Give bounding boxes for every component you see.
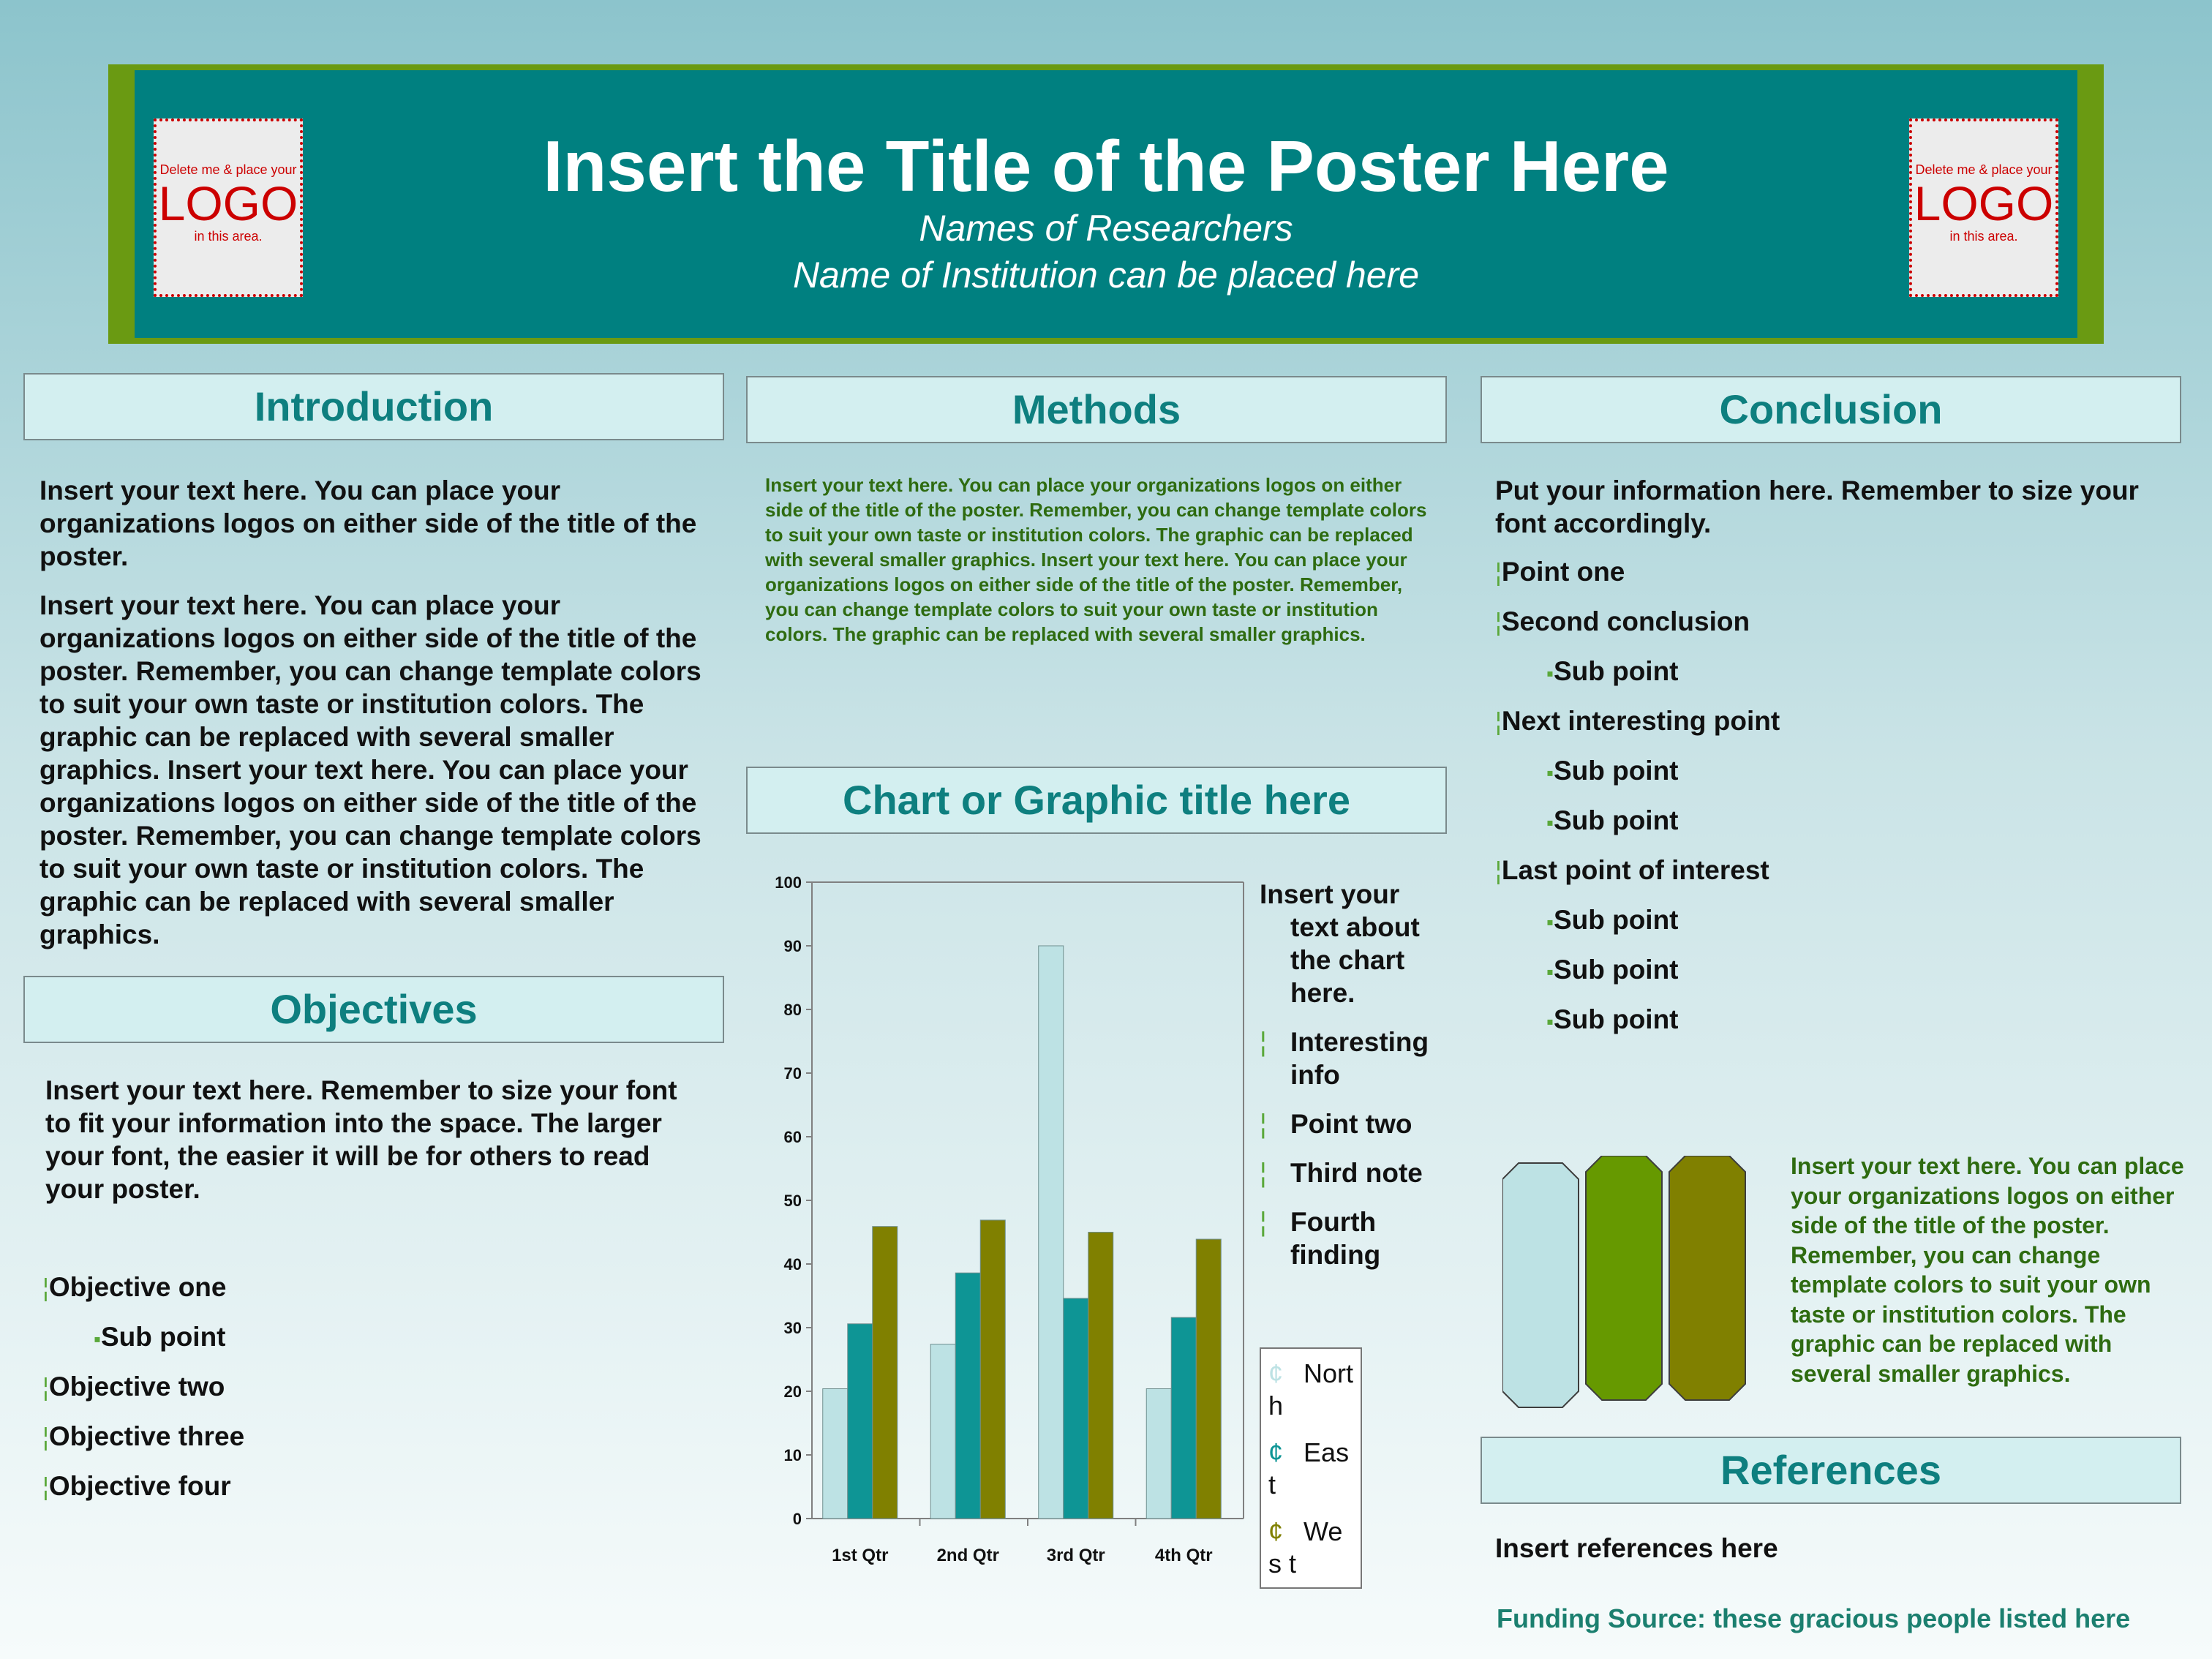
objective-subitem-text: Sub point: [100, 1322, 226, 1352]
legend-swatch-icon: ¢: [1268, 1516, 1284, 1546]
chart-legend: [1260, 1347, 1362, 1589]
square-bullet-icon: ▪: [1546, 911, 1554, 933]
chart-side-point: [1260, 1026, 1450, 1091]
conclusion-item-text: Second conclusion: [1501, 606, 1750, 636]
bar-east: [1171, 1317, 1196, 1519]
octagon-shape: [1669, 1156, 1745, 1400]
bullet-icon: ¦: [42, 1423, 49, 1451]
chart-side-point: [1260, 1205, 1450, 1271]
references-heading: References: [1481, 1437, 2181, 1504]
objective-item: [42, 1270, 244, 1320]
y-tick-label: 50: [783, 1192, 802, 1210]
introduction-paragraph-1: Insert your text here. You can place your organizations logos on either side of the title of the poster.: [40, 475, 697, 571]
conclusion-subitem: [1495, 903, 1780, 952]
conclusion-subitem-text: Sub point: [1553, 756, 1679, 786]
objective-item: [42, 1369, 244, 1419]
legend-entry-west: [1268, 1516, 1355, 1580]
logo-left-line3: in this area.: [194, 229, 263, 244]
square-bullet-icon: ▪: [1546, 960, 1554, 983]
objective-text: Objective two: [48, 1372, 225, 1402]
legend-swatch-icon: ¢: [1268, 1437, 1284, 1467]
conclusion-heading: Conclusion: [1481, 376, 2181, 443]
conclusion-item-text: Next interesting point: [1501, 706, 1780, 736]
square-bullet-icon: ▪: [1546, 662, 1554, 685]
bar-west: [1196, 1239, 1221, 1519]
legend-label: East: [1268, 1437, 1350, 1500]
introduction-body: [40, 474, 720, 967]
conclusion-item: [1495, 853, 1780, 903]
bullet-icon: ¦: [1495, 559, 1502, 587]
conclusion-subitem-text: Sub point: [1553, 905, 1679, 935]
bullet-icon: ¦: [1260, 1109, 1267, 1139]
conclusion-subitem-text: Sub point: [1553, 656, 1679, 686]
conclusion-subitem-text: Sub point: [1553, 1004, 1679, 1034]
chart-side-lead-text: Insert your text about the chart here.: [1260, 879, 1420, 1008]
bullet-icon: ¦: [1260, 1027, 1267, 1057]
bullet-icon: ¦: [42, 1374, 49, 1402]
y-tick-label: 0: [792, 1510, 802, 1528]
bullet-icon: ¦: [1495, 609, 1502, 636]
chart-side-point: [1260, 1107, 1450, 1140]
chart-side-point: [1260, 1156, 1450, 1189]
y-tick-label: 90: [783, 937, 802, 955]
octagon-graphic: [1502, 1156, 1751, 1412]
conclusion-intro: Put your information here. Remember to size your font accordingly.: [1495, 475, 2139, 538]
poster-title[interactable]: Insert the Title of the Poster Here: [543, 126, 1669, 206]
introduction-paragraph-2: Insert your text here. You can place your organizations logos on either side of the title of the poster. Remember, you can change template colors to suit your own taste or institution colors. The graphic can be replaced with several smaller graphics. Insert your text here. You can place your organizations logos on either side of the title of the poster. Remember, you can change template colors to suit your own taste or institution colors. The graphic can be replaced with several smaller graphics.: [40, 590, 701, 949]
objectives-heading: Objectives: [23, 976, 724, 1043]
square-bullet-icon: ▪: [94, 1328, 101, 1350]
bar-north: [1146, 1389, 1171, 1519]
octagon-shape: [1586, 1156, 1662, 1400]
bar-east: [955, 1273, 980, 1519]
bar-west: [1088, 1233, 1113, 1519]
chart-side-point-text: Point two: [1290, 1109, 1412, 1139]
methods-body: Insert your text here. You can place your organizations logos on either side of the title of the poster. Remember, you can change template colors to suit your own taste or institution colors. The graphic can be replaced with several smaller graphics. Insert your text here. You can place your organizations logos on either side of the title of the poster. Remember, you can change template colors to suit your own taste or institution colors. The graphic can be replaced with several smaller graphics.: [765, 474, 1427, 645]
y-tick-label: 30: [783, 1319, 802, 1337]
logo-left-line2: LOGO: [158, 176, 298, 230]
objective-text: Objective one: [48, 1272, 227, 1302]
chart-side-point-text: Interesting info: [1290, 1027, 1429, 1090]
y-tick-label: 100: [775, 873, 802, 892]
conclusion-subitem-text: Sub point: [1553, 805, 1679, 835]
chart-side-point-text: Third note: [1290, 1158, 1423, 1188]
x-tick-label: 2nd Qtr: [936, 1546, 999, 1565]
objective-item: [42, 1419, 244, 1469]
bullet-icon: ¦: [1260, 1158, 1267, 1188]
bar-chart: [753, 863, 1251, 1595]
objective-subitem: [42, 1320, 244, 1369]
researcher-names[interactable]: Names of Researchers: [919, 208, 1293, 249]
conclusion-item-text: Point one: [1501, 557, 1625, 587]
conclusion-subitem: [1495, 803, 1780, 853]
conclusion-subitem: [1495, 952, 1780, 1002]
y-tick-label: 20: [783, 1382, 802, 1401]
conclusion-item: [1495, 604, 1780, 654]
bullet-icon: ¦: [1260, 1207, 1267, 1237]
chart-heading: Chart or Graphic title here: [746, 767, 1447, 834]
conclusion-subitem-text: Sub point: [1553, 955, 1679, 985]
conclusion-subitem: [1495, 1002, 1780, 1052]
introduction-heading: Introduction: [23, 373, 724, 440]
square-bullet-icon: ▪: [1546, 761, 1554, 784]
bar-west: [873, 1227, 898, 1519]
legend-label: Nort h: [1268, 1358, 1354, 1421]
logo-left-line1: Delete me & place your: [159, 162, 297, 177]
logo-right-line2: LOGO: [1914, 176, 2054, 230]
logo-right-line3: in this area.: [1949, 229, 2018, 244]
conclusion-item: [1495, 704, 1780, 753]
legend-entry-north: [1268, 1358, 1355, 1422]
conclusion-subitem: [1495, 654, 1780, 704]
legend-entry-east: [1268, 1437, 1355, 1501]
bar-north: [823, 1389, 848, 1519]
conclusion-list: [1495, 554, 1780, 1052]
y-tick-label: 60: [783, 1128, 802, 1146]
logo-right-line1: Delete me & place your: [1915, 162, 2053, 177]
bullet-icon: ¦: [1495, 857, 1502, 885]
chart-side-point-text: Fourth finding: [1290, 1207, 1381, 1270]
y-tick-label: 10: [783, 1446, 802, 1464]
bar-east: [1064, 1298, 1088, 1519]
objective-text: Objective three: [48, 1421, 245, 1451]
conclusion-subitem: [1495, 753, 1780, 803]
square-bullet-icon: ▪: [1546, 811, 1554, 834]
bar-west: [980, 1220, 1005, 1519]
objective-item: [42, 1469, 244, 1519]
octagon-shape: [1502, 1163, 1579, 1407]
y-tick-label: 80: [783, 1001, 802, 1019]
institution-name[interactable]: Name of Institution can be placed here: [792, 255, 1420, 296]
y-tick-label: 40: [783, 1255, 802, 1274]
objective-text: Objective four: [48, 1471, 231, 1501]
x-tick-label: 3rd Qtr: [1046, 1546, 1105, 1565]
square-bullet-icon: ▪: [1546, 1010, 1554, 1033]
legend-swatch-icon: ¢: [1268, 1358, 1284, 1388]
x-tick-label: 1st Qtr: [832, 1546, 889, 1565]
chart-side-lead: [1260, 878, 1450, 1009]
conclusion-graphic-text: Insert your text here. You can place your organizations logos on either side of the title of the poster. Remember, you can change template colors to suit your own taste or institution colors. The graphic can be replaced with several smaller graphics.: [1791, 1153, 2184, 1387]
bar-east: [848, 1324, 873, 1519]
x-tick-label: 4th Qtr: [1154, 1546, 1213, 1565]
chart-side-text: [1260, 878, 1450, 1271]
objectives-intro: Insert your text here. Remember to size your font to fit your information into the space. The larger your font, the easier it will be for others to read your poster.: [45, 1075, 677, 1204]
objectives-list: [42, 1270, 244, 1519]
title-banner-inner: [135, 70, 2077, 338]
bullet-icon: ¦: [42, 1274, 49, 1302]
bar-north: [1039, 946, 1064, 1519]
funding-source: Funding Source: these gracious people listed here: [1497, 1603, 2131, 1633]
bar-north: [930, 1344, 955, 1519]
legend-label: Wes t: [1268, 1516, 1343, 1579]
y-tick-label: 70: [783, 1064, 802, 1083]
title-banner: [108, 64, 2104, 344]
bullet-icon: ¦: [1495, 708, 1502, 736]
references-text: Insert references here: [1495, 1533, 1778, 1563]
bullet-icon: ¦: [42, 1473, 49, 1501]
methods-heading: Methods: [746, 376, 1447, 443]
conclusion-item-text: Last point of interest: [1501, 855, 1769, 885]
conclusion-item: [1495, 554, 1780, 604]
